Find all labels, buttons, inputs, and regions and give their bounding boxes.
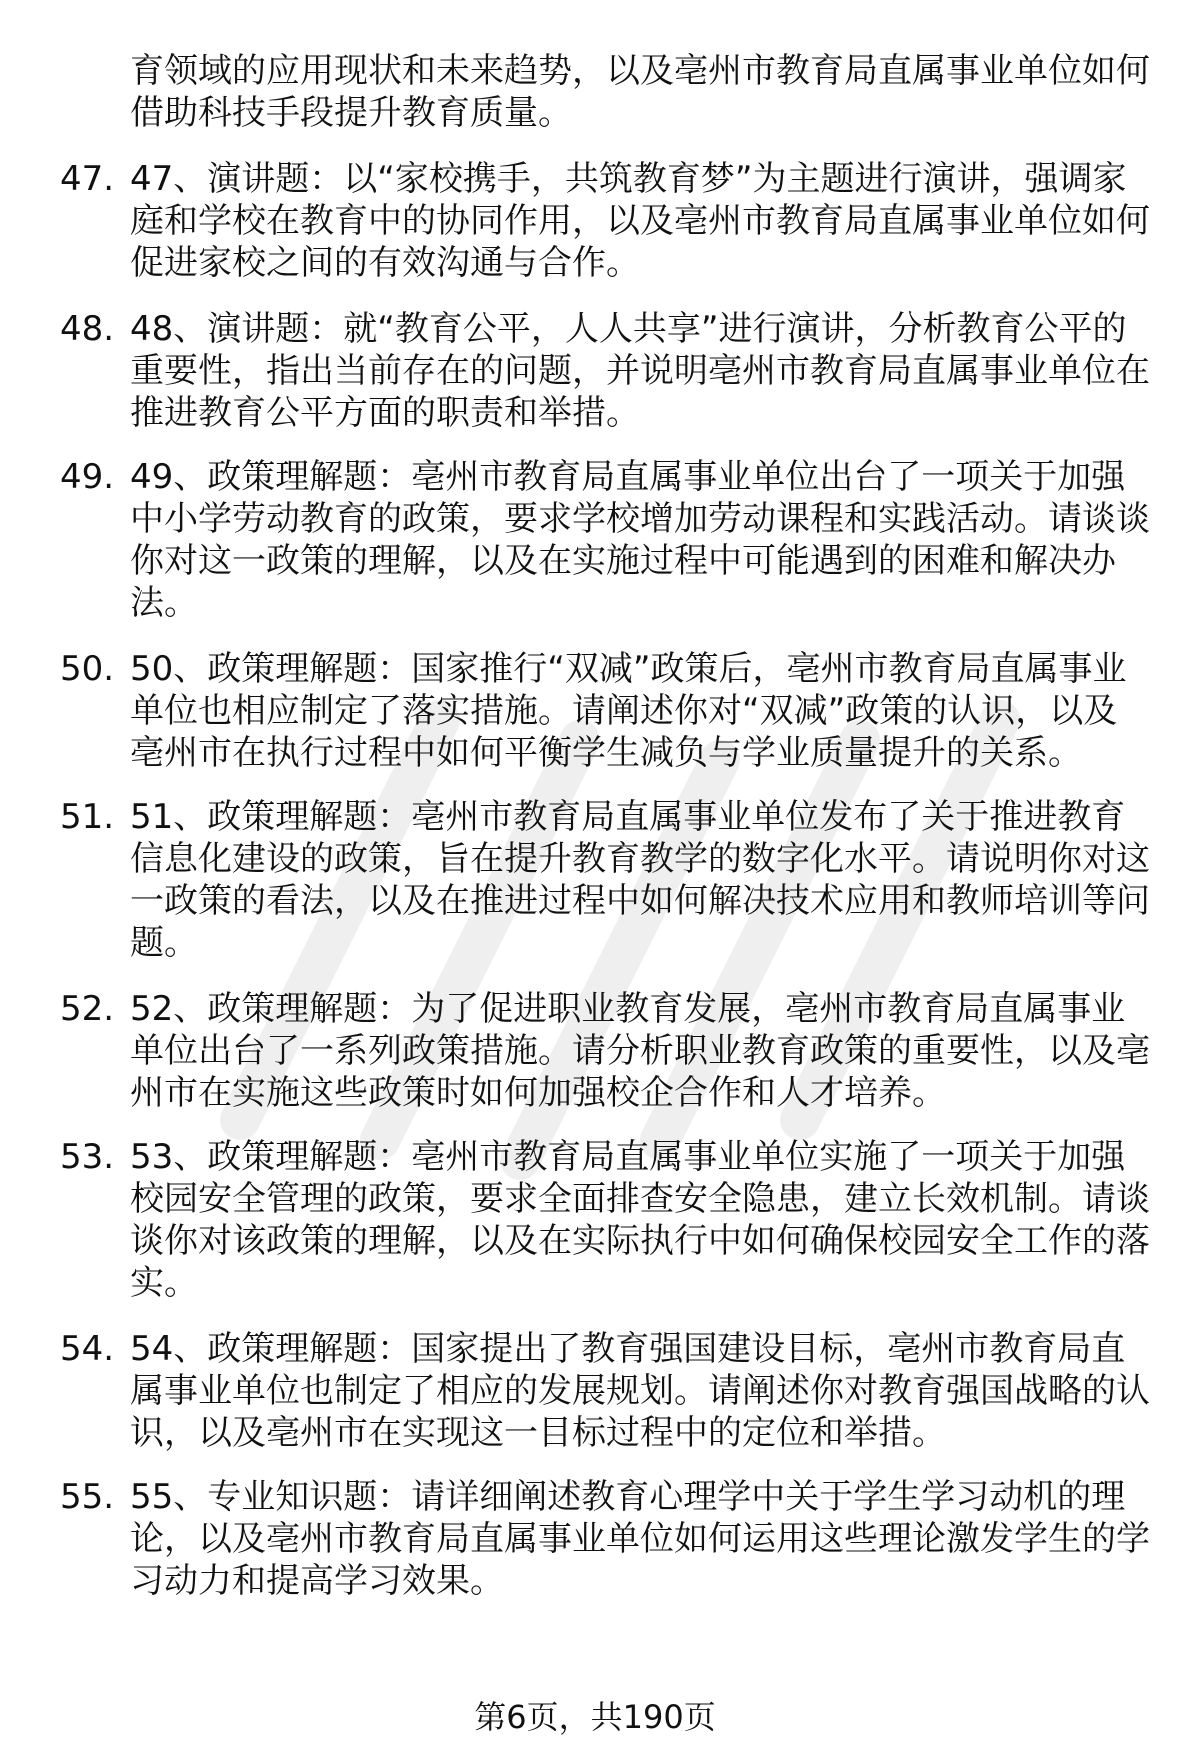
list-item-text: 49、政策理解题：亳州市教育局直属事业单位出台了一项关于加强中小学劳动教育的政策，要求学校增加劳动课程和实践活动。请谈谈你对这一政策的理解，以及在实施过程中可能遇到的困难和解决办法。 xyxy=(130,457,1150,623)
list-item-number: 47. xyxy=(60,159,115,199)
list-item xyxy=(0,1476,1190,1602)
list-item-text: 55、专业知识题：请详细阐述教育心理学中关于学生学习动机的理论，以及亳州市教育局直属事业单位如何运用这些理论激发学生的学习动力和提高学习效果。 xyxy=(130,1477,1150,1601)
list-item-number: 49. xyxy=(60,457,115,497)
list-item-text: 48、演讲题：就“教育公平，人人共享”进行演讲，分析教育公平的重要性，指出当前存在的问题，并说明亳州市教育局直属事业单位在推进教育公平方面的职责和举措。 xyxy=(130,309,1150,433)
list-item-number: 51. xyxy=(60,797,115,837)
question-list xyxy=(0,158,1190,1602)
list-item xyxy=(0,308,1190,434)
list-item-number: 52. xyxy=(60,989,115,1029)
list-item xyxy=(0,456,1190,624)
list-item xyxy=(0,1328,1190,1454)
list-item-text: 52、政策理解题：为了促进职业教育发展，亳州市教育局直属事业单位出台了一系列政策措施。请分析职业教育政策的重要性，以及亳州市在实施这些政策时如何加强校企合作和人才培养。 xyxy=(130,989,1150,1113)
list-item-text: 47、演讲题：以“家校携手，共筑教育梦”为主题进行演讲，强调家庭和学校在教育中的协同作用，以及亳州市教育局直属事业单位如何促进家校之间的有效沟通与合作。 xyxy=(130,159,1150,283)
list-item-text: 51、政策理解题：亳州市教育局直属事业单位发布了关于推进教育信息化建设的政策，旨在提升教育教学的数字化水平。请说明你对这一政策的看法，以及在推进过程中如何解决技术应用和教师培训等问题。 xyxy=(130,797,1150,963)
list-item-number: 54. xyxy=(60,1329,115,1369)
page-footer: 第6页，共190页 xyxy=(474,1698,716,1736)
list-item xyxy=(0,796,1190,964)
list-item-number: 55. xyxy=(60,1477,115,1517)
list-item-text: 53、政策理解题：亳州市教育局直属事业单位实施了一项关于加强校园安全管理的政策，要求全面排查安全隐患，建立长效机制。请谈谈你对该政策的理解，以及在实际执行中如何确保校园安全工作的落实。 xyxy=(130,1137,1150,1303)
list-item-number: 48. xyxy=(60,309,115,349)
list-item-text: 50、政策理解题：国家推行“双减”政策后，亳州市教育局直属事业单位也相应制定了落实措施。请阐述你对“双减”政策的认识，以及亳州市在执行过程中如何平衡学生减负与学业质量提升的关系。 xyxy=(130,649,1127,773)
list-item-number: 53. xyxy=(60,1137,115,1177)
list-item xyxy=(0,1136,1190,1304)
list-item xyxy=(0,988,1190,1114)
list-item-text: 54、政策理解题：国家提出了教育强国建设目标，亳州市教育局直属事业单位也制定了相应的发展规划。请阐述你对教育强国战略的认识，以及亳州市在实现这一目标过程中的定位和举措。 xyxy=(130,1329,1150,1453)
list-item xyxy=(0,158,1190,284)
list-item-number: 50. xyxy=(60,649,115,689)
continuation-paragraph: 育领域的应用现状和未来趋势，以及亳州市教育局直属事业单位如何借助科技手段提升教育质量。 xyxy=(130,51,1150,133)
list-item xyxy=(0,648,1190,774)
